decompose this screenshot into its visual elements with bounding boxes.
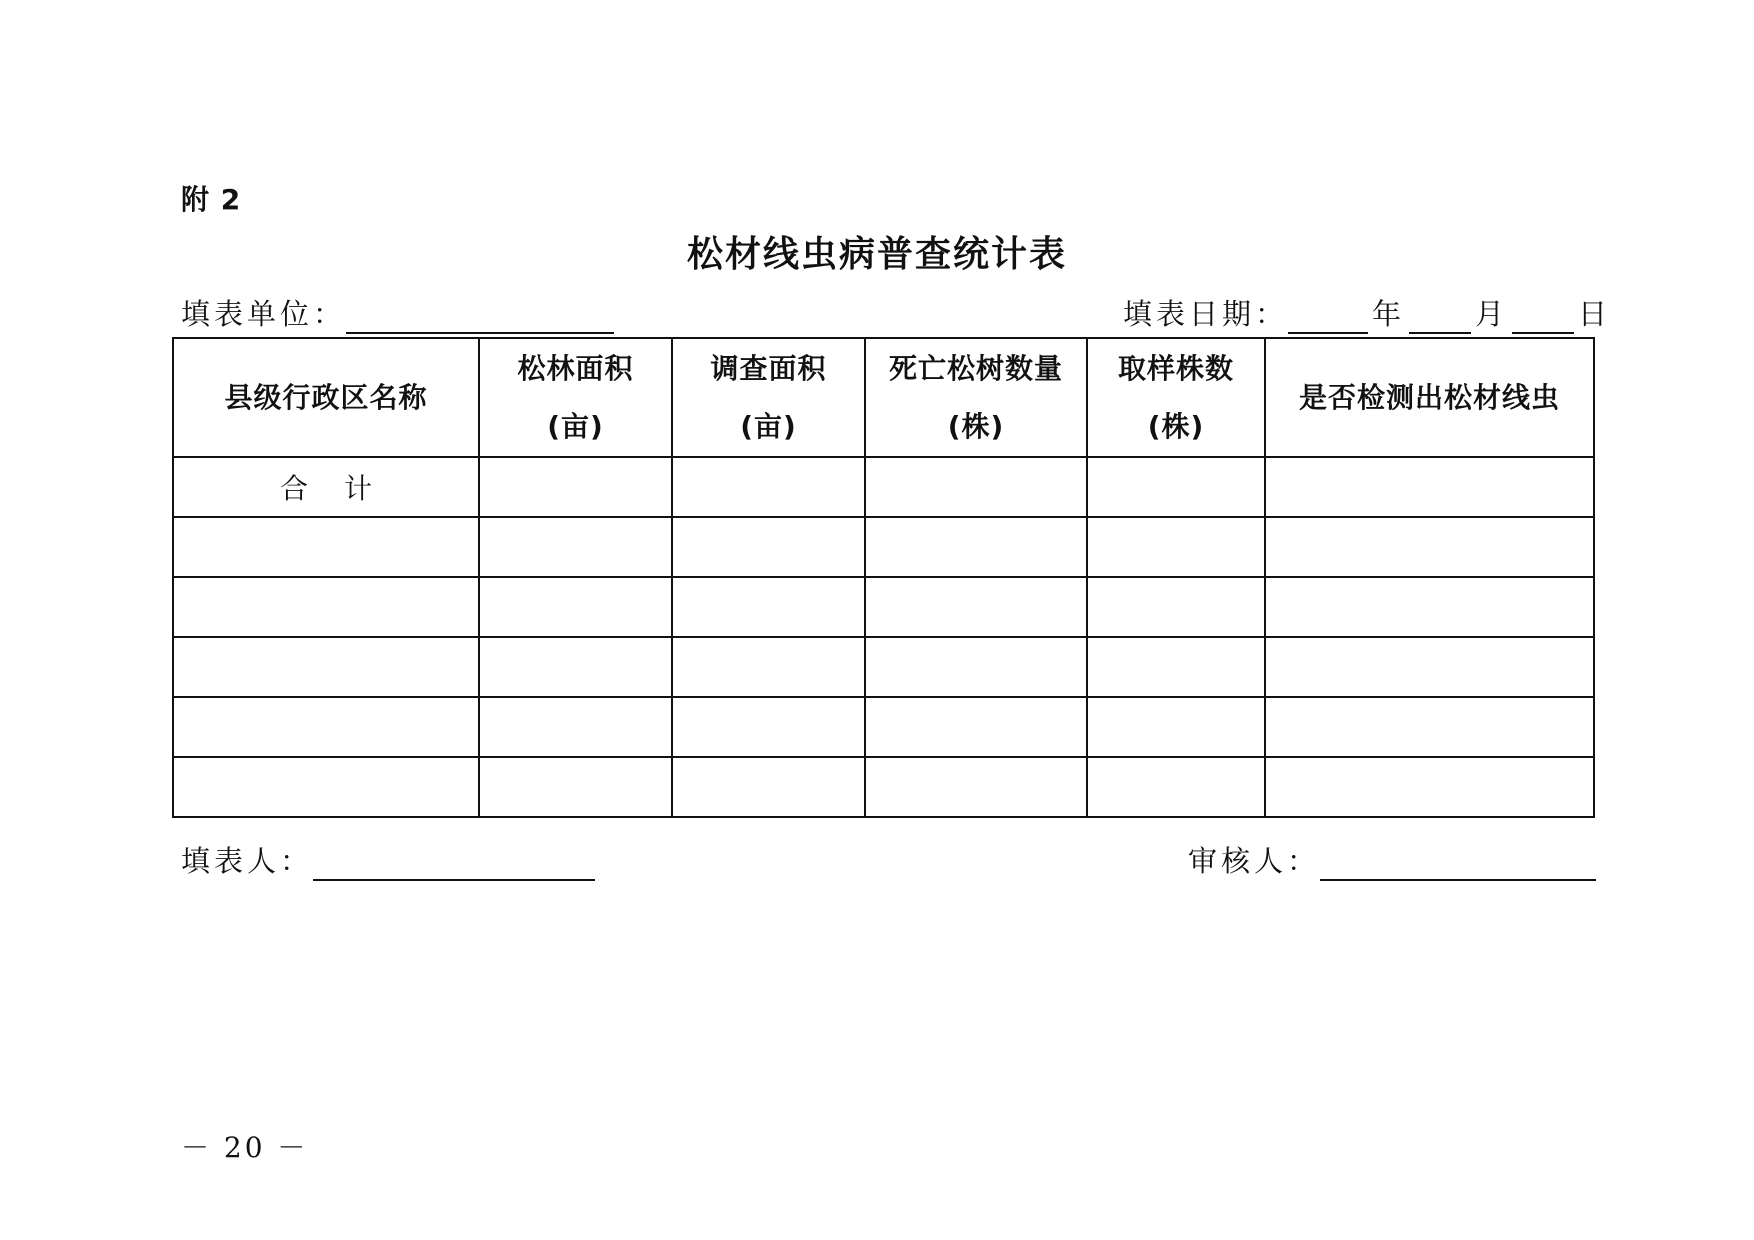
table-cell[interactable] [865, 637, 1087, 697]
table-cell[interactable] [1265, 457, 1594, 517]
table-cell[interactable] [1265, 577, 1594, 637]
unit-field [181, 294, 614, 334]
header-nematode-detected [1265, 338, 1594, 457]
table-cell[interactable] [1087, 637, 1265, 697]
form-title: 松材线虫病普查统计表 [686, 233, 1067, 275]
table-cell[interactable] [1087, 517, 1265, 577]
table-cell[interactable] [1265, 757, 1594, 817]
table-cell[interactable] [672, 757, 865, 817]
reviewer-blank[interactable] [1320, 847, 1596, 881]
table-row [173, 757, 1594, 817]
survey-table [172, 337, 1595, 818]
unit-label: 填表单位： [181, 297, 347, 331]
filler-blank[interactable] [313, 847, 595, 881]
header-dead-pine-count-unit: (株) [947, 409, 1005, 443]
month-label: 月 [1475, 297, 1509, 331]
table-row [173, 697, 1594, 757]
header-county-label: 县级行政区名称 [224, 380, 428, 414]
header-survey-area-unit: (亩) [740, 409, 797, 443]
day-label: 日 [1578, 297, 1612, 331]
header-pine-forest-area-unit: (亩) [547, 409, 604, 443]
table-cell[interactable] [1087, 457, 1265, 517]
total-row [173, 457, 1594, 517]
filler-field [181, 841, 595, 881]
header-nematode-detected-label: 是否检测出松材线虫 [1298, 380, 1560, 414]
header-county [173, 338, 479, 457]
table-cell[interactable] [672, 577, 865, 637]
reviewer-label: 审核人： [1188, 844, 1321, 878]
table-cell[interactable] [672, 637, 865, 697]
table-cell[interactable] [173, 577, 479, 637]
total-label-cell [173, 457, 479, 517]
month-blank[interactable] [1409, 300, 1471, 334]
header-sampled-count-unit: (株) [1147, 409, 1205, 443]
header-survey-area [672, 338, 865, 457]
table-cell[interactable] [173, 757, 479, 817]
date-field [1123, 294, 1615, 334]
table-cell[interactable] [479, 577, 672, 637]
table-cell[interactable] [672, 457, 865, 517]
header-dead-pine-count [865, 338, 1087, 457]
page-number: － 20 － [181, 1131, 309, 1164]
table-cell[interactable] [1087, 757, 1265, 817]
table-row [173, 517, 1594, 577]
header-row [173, 338, 1594, 457]
reviewer-field [1188, 841, 1596, 881]
unit-blank[interactable] [346, 300, 614, 334]
table-cell[interactable] [1087, 577, 1265, 637]
table-cell[interactable] [865, 757, 1087, 817]
header-sampled-count [1087, 338, 1265, 457]
date-label: 填表日期： [1123, 297, 1289, 331]
table-cell[interactable] [173, 697, 479, 757]
total-label: 合计 [279, 472, 408, 505]
table-cell[interactable] [479, 517, 672, 577]
table-cell[interactable] [173, 517, 479, 577]
day-blank[interactable] [1512, 300, 1574, 334]
table-cell[interactable] [865, 697, 1087, 757]
header-sampled-count-label: 取样株数 [1117, 351, 1234, 385]
table-cell[interactable] [865, 517, 1087, 577]
year-blank[interactable] [1288, 300, 1368, 334]
attachment-label: 附 2 [181, 183, 242, 216]
table-cell[interactable] [1265, 517, 1594, 577]
filler-label: 填表人： [181, 844, 314, 878]
header-survey-area-label: 调查面积 [710, 351, 827, 385]
table-cell[interactable] [865, 457, 1087, 517]
header-dead-pine-count-label: 死亡松树数量 [888, 351, 1063, 385]
table-cell[interactable] [1265, 637, 1594, 697]
table-cell[interactable] [479, 457, 672, 517]
table-row [173, 577, 1594, 637]
header-pine-forest-area [479, 338, 672, 457]
table-cell[interactable] [672, 697, 865, 757]
table-cell[interactable] [173, 637, 479, 697]
table-cell[interactable] [479, 637, 672, 697]
table-cell[interactable] [672, 517, 865, 577]
table-row [173, 637, 1594, 697]
table-cell[interactable] [1265, 697, 1594, 757]
table-cell[interactable] [865, 577, 1087, 637]
table-cell[interactable] [1087, 697, 1265, 757]
header-pine-forest-area-label: 松林面积 [517, 351, 634, 385]
table-cell[interactable] [479, 697, 672, 757]
year-label: 年 [1372, 297, 1406, 331]
table-cell[interactable] [479, 757, 672, 817]
